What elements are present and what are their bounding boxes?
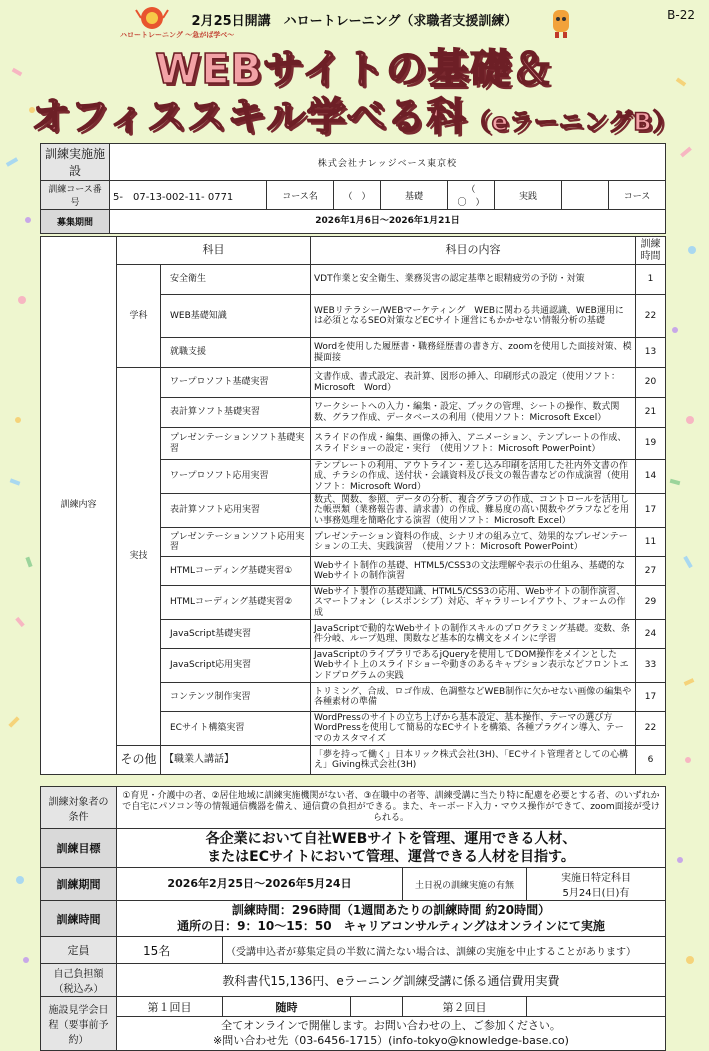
visit-contact[interactable]: ※問い合わせ先（03-6456-1715）(info-tokyo@knowledge-base.co) <box>213 1033 569 1047</box>
course-name-label: コース名 <box>267 181 334 210</box>
subject-content: 数式、関数、参照、データの分析、複合グラフの作成、コントロールを活用した帳票類（業務報告書、請求書）の作成、難易度の高い関数やグラフなどを用い事務処理を簡略化する演習（使用ソフト：Microsoft Excel） <box>311 494 636 528</box>
visit-first-label: 第１回目 <box>117 997 223 1017</box>
subject-hours: 14 <box>636 460 666 494</box>
subject-content: 「夢を持って働く」日本リック株式会社(3H)、「ECサイト管理者としての心構え」Giving株式会社(3H) <box>311 746 636 775</box>
subject-name: 安全衛生 <box>161 265 311 295</box>
special-label: 実施日特定科目 <box>561 873 631 885</box>
hours-line-1: 訓練時間：296時間（1週間あたりの訓練時間 約20時間） <box>231 903 551 918</box>
subject-hours: 20 <box>636 368 666 398</box>
subject-content: JavaScriptのライブラリであるjQueryを使用してDOM操作をメインとしたWebサイト上のスライドショーや動きのあるキャプション表示などフロントエンドプログラムの実践 <box>311 649 636 683</box>
subject-hours: 19 <box>636 428 666 460</box>
recruit-period: 2026年1月6日～2026年1月21日 <box>110 210 666 234</box>
goal-text <box>117 829 666 868</box>
title-line-1: WEBサイトの基礎＆ <box>155 45 554 93</box>
basic-label: 基礎 <box>381 181 448 210</box>
subject-name: JavaScript応用実習 <box>161 649 311 683</box>
subject-hours: 21 <box>636 398 666 428</box>
course-name-value: （ ） <box>334 181 381 210</box>
subject-hours: 17 <box>636 494 666 528</box>
special-value: 5月24日(日)有 <box>562 888 630 900</box>
category-gakka: 学科 <box>117 265 161 368</box>
subject-hours: 22 <box>636 712 666 746</box>
capacity-note: （受講申込者が募集定員の半数に満たない場合は、訓練の実施を中止することがあります） <box>223 937 666 964</box>
col-subject: 科目 <box>117 237 311 265</box>
goal-line-2: またはECサイトにおいて管理、運営できる人材を目指す。 <box>207 849 575 866</box>
subject-name: HTMLコーディング基礎実習① <box>161 557 311 586</box>
subject-content: 文書作成、書式設定、表計算、図形の挿入、印刷形式の設定（使用ソフト：Microsoft Word） <box>311 368 636 398</box>
subject-content: スライドの作成・編集、画像の挿入、アニメーション、テンプレートの作成、スライドショーの設定・実行 （使用ソフト：Microsoft PowerPoint） <box>311 428 636 460</box>
subject-hours: 13 <box>636 338 666 368</box>
col-hours: 訓練時間 <box>636 237 666 265</box>
capacity-label: 定員 <box>41 937 117 964</box>
logo-text: ハロートレーニング ～急がば学べ～ <box>120 31 235 39</box>
subject-name: JavaScript基礎実習 <box>161 620 311 649</box>
provider-label: 訓練実施施設 <box>41 144 110 181</box>
visit-label: 施設見学会日程（要事前予約） <box>41 997 117 1051</box>
subject-content: Webサイト制作の基礎、HTML5/CSS3の文法理解や表示の仕組み、基礎的なWebサイトの制作演習 <box>311 557 636 586</box>
visit-note: 全てオンラインで開催します。お問い合わせの上、ご参加ください。 <box>221 1019 561 1033</box>
visit-first-value: 随時 <box>223 997 351 1017</box>
category-jitsugi: 実技 <box>117 368 161 746</box>
title-sub: （eラーニングB） <box>466 108 678 136</box>
hours-label: 訓練時間 <box>41 901 117 937</box>
category-other: その他 <box>117 746 161 775</box>
opening-date-line: 2月25日開講 ハロートレーニング（求職者支援訓練） <box>191 14 518 29</box>
subject-name: コンテンツ制作実習 <box>161 683 311 712</box>
basic-value: （ 〇 ） <box>448 181 495 210</box>
hours-line-2: 通所の日：9：10～15：50 キャリアコンサルティングはオンラインにて実施 <box>177 918 605 933</box>
goal-label: 訓練目標 <box>41 829 117 868</box>
subject-name: プレゼンテーションソフト基礎実習 <box>161 428 311 460</box>
curriculum-section-label: 訓練内容 <box>41 237 117 775</box>
subject-content: テンプレートの利用、アウトライン・差し込み印刷を活用した社内外文書の作成、チラシの作成、送付状・会議資料及び長文の報告書などの作成演習（使用ソフト：Microsoft Word） <box>311 460 636 494</box>
curriculum-table <box>40 236 666 775</box>
holiday-label: 土日祝の訓練実施の有無 <box>403 868 527 901</box>
subject-name: 就職支援 <box>161 338 311 368</box>
subject-hours: 27 <box>636 557 666 586</box>
subject-content: WEBリテラシー/WEBマーケティング WEBに関わる共通認識、WEB運用には必須となるSEO対策などECサイト運営にもかかせない情報分析の基礎 <box>311 295 636 338</box>
subject-content: JavaScriptで動的なWebサイトの制作スキルのプログラミング基礎。変数、条件分岐、ループ処理、関数など基本的な構文をメインに学習 <box>311 620 636 649</box>
conditions-label: 訓練対象者の条件 <box>41 787 117 829</box>
title-main: オフィススキル学べる科 <box>31 95 467 140</box>
practice-label: 実践 <box>495 181 562 210</box>
goal-line-1: 各企業において自社WEBサイトを管理、運用できる人材、 <box>205 831 577 847</box>
subject-hours: 22 <box>636 295 666 338</box>
subject-content: ワークシートへの入力・編集・設定、ブックの管理、シートの操作、数式関数、グラフ作成、データベースの利用（使用ソフト：Microsoft Excel） <box>311 398 636 428</box>
subject-name: ECサイト構築実習 <box>161 712 311 746</box>
period-value: 2026年2月25日～2026年5月24日 <box>117 868 403 901</box>
provider-name: 株式会社ナレッジベース東京校 <box>110 144 666 181</box>
provider-table <box>40 143 666 234</box>
info-table <box>40 786 666 1051</box>
subject-name: ワープロソフト基礎実習 <box>161 368 311 398</box>
period-label: 訓練期間 <box>41 868 117 901</box>
subject-content: VDT作業と安全衛生、業務災害の認定基準と眼精疲労の予防・対策 <box>311 265 636 295</box>
subject-hours: 17 <box>636 683 666 712</box>
subject-content: Webサイト製作の基礎知識、HTML5/CSS3の応用、Webサイトの制作演習、スマートフォン（レスポンシブ）対応、ギャラリーレイアウト、フォームの作成 <box>311 586 636 620</box>
visit-second-label: 第２回目 <box>403 997 527 1017</box>
subject-hours: 6 <box>636 746 666 775</box>
visit-second-value <box>527 997 666 1017</box>
subject-hours: 11 <box>636 528 666 557</box>
special-subject <box>527 868 666 901</box>
subject-hours: 24 <box>636 620 666 649</box>
visit-notes <box>117 1017 666 1051</box>
doc-code: B-22 <box>667 8 695 22</box>
subject-name: HTMLコーディング基礎実習② <box>161 586 311 620</box>
hours-value <box>117 901 666 937</box>
course-number-label: 訓練コース番号 <box>41 181 110 210</box>
course-suffix: コース <box>609 181 666 210</box>
subject-hours: 1 <box>636 265 666 295</box>
cost-label: 自己負担額（税込み） <box>41 964 117 997</box>
subject-content: WordPressのサイトの立ち上げから基本設定、基本操作、テーマの選び方 WordPressを使用して簡易的なECサイトを構築、各種プラグイン導入、テーマのカスタマイズ <box>311 712 636 746</box>
cost-value: 教科書代15,136円、eラーニング訓練受講に係る通信費用実費 <box>117 964 666 997</box>
subject-content: Wordを使用した履歴書・職務経歴書の書き方、zoomを使用した面接対策、模擬面接 <box>311 338 636 368</box>
recruit-label: 募集期間 <box>41 210 110 234</box>
subject-hours: 33 <box>636 649 666 683</box>
col-content: 科目の内容 <box>311 237 636 265</box>
visit-gap <box>351 997 403 1017</box>
course-number-value: 5- 07-13-002-11- 0771 <box>110 181 267 210</box>
subject-name: プレゼンテーションソフト応用実習 <box>161 528 311 557</box>
subject-hours: 29 <box>636 586 666 620</box>
subject-name: 表計算ソフト基礎実習 <box>161 398 311 428</box>
practice-value <box>562 181 609 210</box>
capacity-value: 15名 <box>117 937 223 964</box>
subject-name: WEB基礎知識 <box>161 295 311 338</box>
subject-name: 表計算ソフト応用実習 <box>161 494 311 528</box>
subject-content: プレゼンテーション資料の作成、シナリオの組み立て、効果的なプレゼンテーションの工夫、実践演習 （使用ソフト：Microsoft PowerPoint） <box>311 528 636 557</box>
subject-name: 【職業人講話】 <box>161 746 311 775</box>
subject-name: ワープロソフト応用実習 <box>161 460 311 494</box>
subject-content: トリミング、合成、ロゴ作成、色調整などWEB制作に欠かせない画像の編集や各種素材の準備 <box>311 683 636 712</box>
title-line-2 <box>0 86 709 142</box>
conditions-text: ①育児・介護中の者、②居住地域に訓練実施機関がない者、③在職中の者等、訓練受講に当たり特に配慮を必要とする者、のいずれかで自宅にパソコン等の情報通信機器を備え、通信費の負担ができる。また、キーボード入力・マウス操作ができて、zoom面接が受けられる。 <box>117 787 666 829</box>
